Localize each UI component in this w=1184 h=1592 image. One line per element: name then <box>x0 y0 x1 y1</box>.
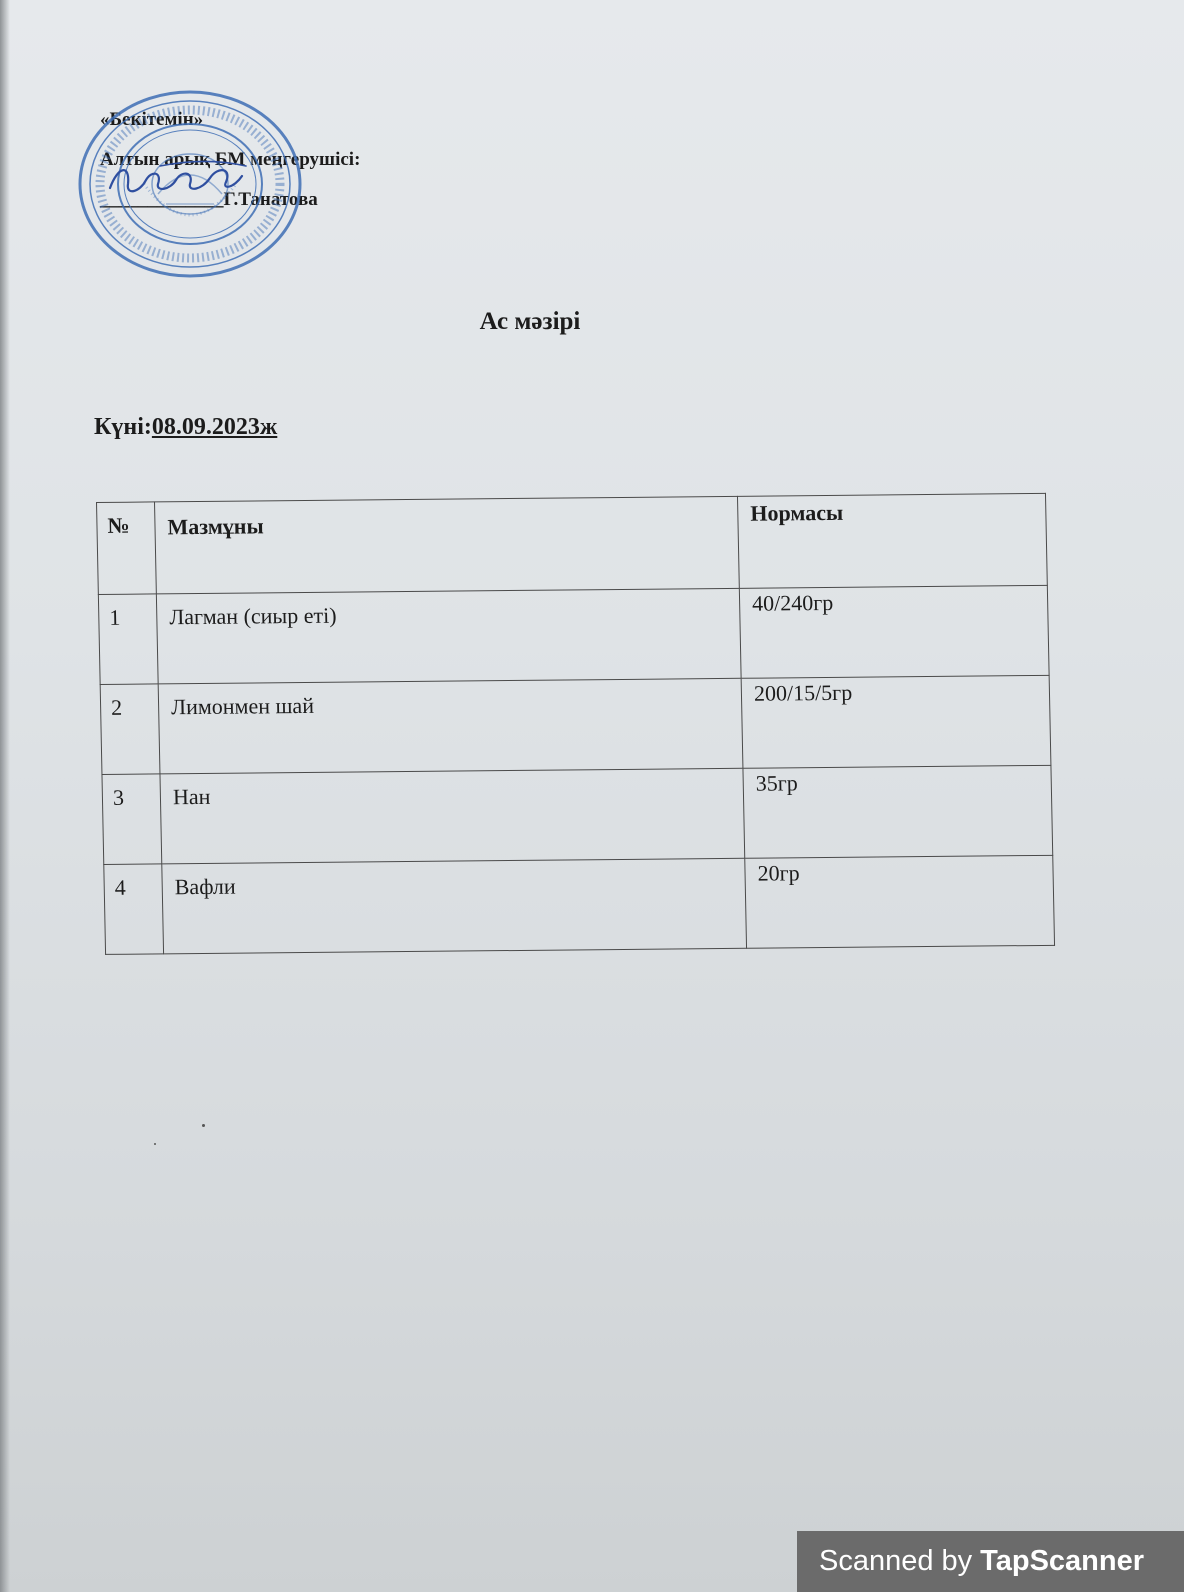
table-row <box>98 585 1049 684</box>
paper-speck <box>202 1124 205 1127</box>
signer-name: Г.Танатова <box>223 189 318 210</box>
row-norm: 20гр <box>745 855 1055 948</box>
watermark-prefix: Scanned by <box>819 1545 973 1577</box>
handwritten-signature-icon <box>100 158 250 202</box>
header-norm: Нормасы <box>737 493 1047 588</box>
date-value: 08.09.2023ж <box>151 414 278 440</box>
approval-heading: «Бекітемін» <box>100 109 204 130</box>
page-edge-shadow <box>0 0 10 1592</box>
date-label: Күні: <box>94 414 152 440</box>
paper-speck <box>154 1143 156 1145</box>
signature-dashes: _____________ <box>100 189 224 210</box>
menu-table-wrapper <box>96 493 1065 955</box>
page-title: Ас мәзірі <box>479 308 581 335</box>
scanner-watermark <box>797 1531 1184 1592</box>
header-number: № <box>97 502 157 595</box>
row-dish: Лагман (сиыр еті) <box>156 588 741 684</box>
row-norm: 200/15/5гр <box>741 675 1051 768</box>
approval-position: Алтын арық БМ меңгерушісі: <box>100 149 361 170</box>
row-dish: Вафли <box>162 858 747 954</box>
date-line <box>94 414 277 441</box>
row-dish: Нан <box>160 768 745 864</box>
table-header-row <box>97 493 1048 594</box>
row-number: 1 <box>98 594 158 685</box>
row-dish: Лимонмен шай <box>158 678 743 774</box>
table-row <box>100 675 1051 774</box>
header-content: Мазмұны <box>155 496 740 594</box>
table-row <box>104 855 1055 954</box>
menu-table <box>96 493 1055 955</box>
row-number: 2 <box>100 684 160 775</box>
row-number: 3 <box>102 774 162 865</box>
table-row <box>102 765 1053 864</box>
row-norm: 40/240гр <box>739 585 1049 678</box>
watermark-brand: TapScanner <box>980 1545 1145 1577</box>
row-norm: 35гр <box>743 765 1053 858</box>
row-number: 4 <box>104 864 164 955</box>
